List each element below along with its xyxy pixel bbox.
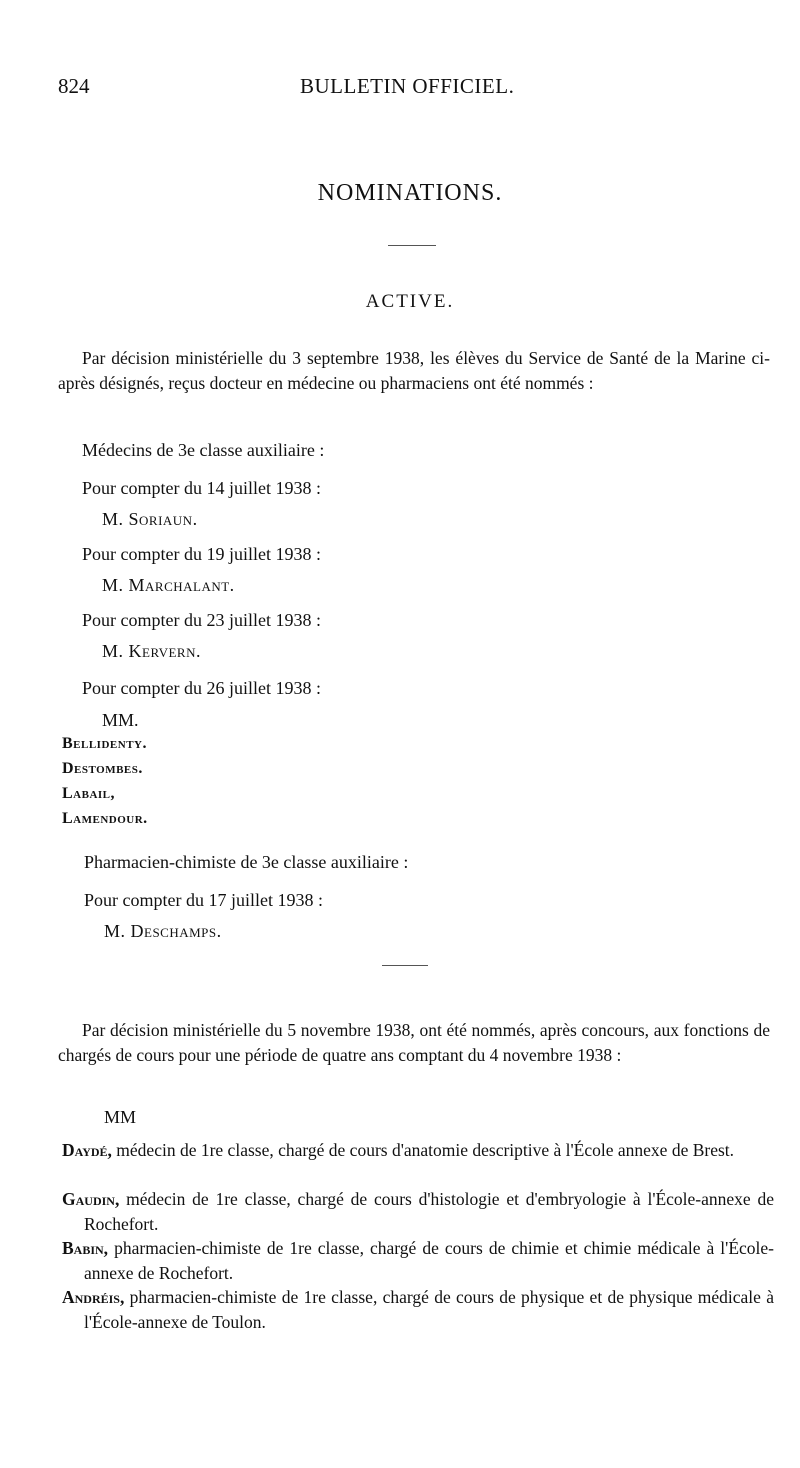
appointment-entry-4 — [62, 1285, 774, 1334]
appointee-name-2: M. Marchalant. — [102, 575, 235, 595]
intro-paragraph-1 — [58, 346, 770, 395]
mm-label-2: MM — [104, 1107, 137, 1127]
mm-name-4: Lamendour. — [62, 810, 148, 827]
date-line-3: Pour compter du 23 juillet 1938 : — [82, 610, 321, 630]
entry-name-1: Daydé, — [62, 1140, 112, 1160]
date-line-1: Pour compter du 14 juillet 1938 : — [82, 478, 321, 498]
appointment-entry-2 — [62, 1187, 774, 1236]
pharmacien-name: M. Deschamps. — [104, 921, 222, 941]
appointee-name-3: M. Kervern. — [102, 641, 201, 661]
intro-paragraph-2 — [58, 1018, 770, 1067]
entry-text-2: médecin de 1re classe, chargé de cours d'histologie et d'embryologie à l'École-annexe de Rochefort. — [84, 1189, 774, 1234]
entry-text-4: pharmacien-chimiste de 1re classe, chargé de cours de physique et de physique médicale à l'École-annexe de Toulon. — [84, 1287, 774, 1332]
mm-name-2: Destombes. — [62, 760, 143, 777]
section-divider — [388, 245, 436, 246]
mm-label-1: MM. — [102, 710, 139, 730]
medecins-heading: Médecins de 3e classe auxiliaire : — [82, 440, 325, 460]
mm-name-1: Bellidenty. — [62, 735, 147, 752]
intro-text-1: Par décision ministérielle du 3 septembre 1938, les élèves du Service de Santé de la Marine ci-après désignés, reçus docteur en médecine ou pharmaciens ont été nommés : — [58, 348, 770, 393]
subsection-title: ACTIVE. — [365, 291, 455, 312]
entry-text-1: médecin de 1re classe, chargé de cours d'anatomie descriptive à l'École annexe de Brest. — [111, 1140, 735, 1160]
section-title: NOMINATIONS. — [317, 180, 503, 206]
entry-name-2: Gaudin, — [62, 1189, 120, 1209]
intro-text-2: Par décision ministérielle du 5 novembre 1938, ont été nommés, après concours, aux fonctions de chargés de cours pour une période de quatre ans comptant du 4 novembre 1938 : — [58, 1020, 770, 1065]
appointment-entry-3 — [62, 1236, 774, 1285]
block-divider — [382, 965, 428, 966]
page-number: 824 — [58, 74, 90, 98]
entry-text-3: pharmacien-chimiste de 1re classe, chargé de cours de chimie et chimie médicale à l'École-annexe de Rochefort. — [84, 1238, 774, 1283]
pharmacien-heading: Pharmacien-chimiste de 3e classe auxiliaire : — [84, 852, 409, 872]
pharmacien-date-line: Pour compter du 17 juillet 1938 : — [84, 890, 323, 910]
mm-name-3: Labail, — [62, 785, 116, 802]
appointee-name-1: M. Soriaun. — [102, 509, 198, 529]
entry-name-4: Andréis, — [62, 1287, 125, 1307]
date-line-2: Pour compter du 19 juillet 1938 : — [82, 544, 321, 564]
entry-name-3: Babin, — [62, 1238, 109, 1258]
running-title: BULLETIN OFFICIEL. — [300, 74, 515, 98]
appointment-entry-1 — [62, 1138, 774, 1163]
date-line-4: Pour compter du 26 juillet 1938 : — [82, 678, 321, 698]
